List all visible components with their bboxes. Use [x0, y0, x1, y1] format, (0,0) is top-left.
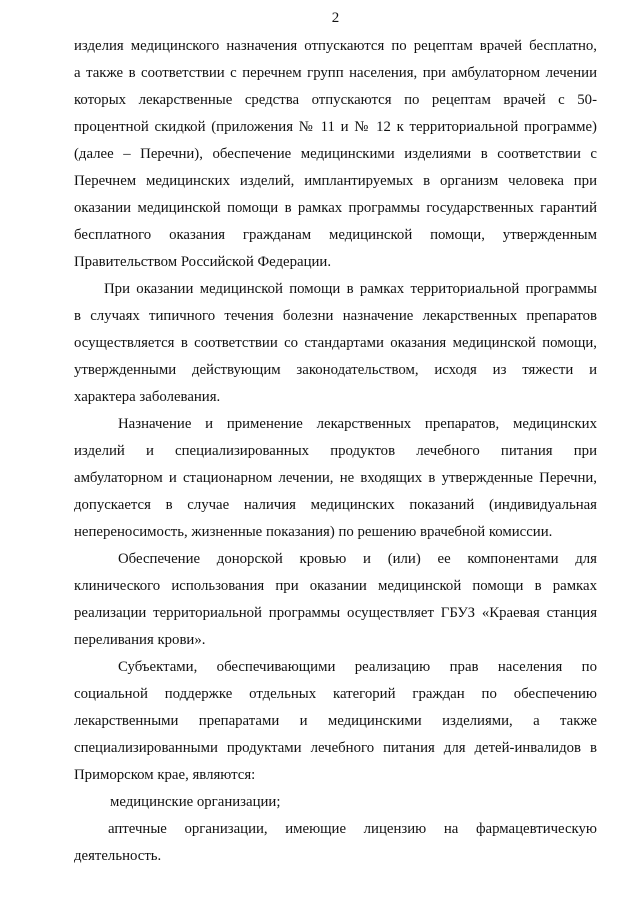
text-line: Перечнем медицинских изделий, имплантируемых в организм человека при	[74, 173, 597, 189]
text-line: амбулаторном и стационарном лечении, не входящих в утвержденные Перечни,	[74, 470, 597, 486]
page-number: 2	[331, 10, 340, 26]
text-line: которых лекарственные средства отпускаются по рецептам врачей с 50-	[74, 92, 597, 108]
list-item-medical-organizations	[74, 789, 597, 816]
text-line: специализированными продуктами лечебного питания для детей-инвалидов в	[74, 740, 597, 756]
text-line: а также в соответствии с перечнем групп населения, при амбулаторном лечении	[74, 65, 597, 81]
paragraph-blood-supply	[74, 546, 597, 654]
text-line: клинического использования при оказании медицинской помощи в рамках	[74, 578, 597, 594]
text-line: Правительством Российской Федерации.	[74, 254, 332, 270]
text-line: При оказании медицинской помощи в рамках территориальной программы	[104, 281, 597, 297]
text-line: изделия медицинского назначения отпускаются по рецептам врачей бесплатно,	[74, 38, 597, 54]
text-line: непереносимость, жизненные показания) по решению врачебной комиссии.	[74, 524, 553, 540]
text-line: Назначение и применение лекарственных препаратов, медицинских	[118, 416, 597, 432]
text-line: социальной поддержке отдельных категорий граждан по обеспечению	[74, 686, 597, 702]
text-line: бесплатного оказания гражданам медицинской помощи, утвержденным	[74, 227, 597, 243]
paragraph-prescription	[74, 411, 597, 546]
paragraph-continuation	[74, 33, 597, 276]
text-line: Обеспечение донорской кровью и (или) ее компонентами для	[118, 551, 597, 567]
text-line: оказании медицинской помощи в рамках программы государственных гарантий	[74, 200, 597, 216]
paragraph-standards	[74, 276, 597, 411]
text-line: реализации территориальной программы осуществляет ГБУЗ «Краевая станция	[74, 605, 597, 621]
text-line: медицинские организации;	[110, 794, 281, 810]
text-line: лекарственными препаратами и медицинскими изделиями, а также	[74, 713, 597, 729]
document-body	[74, 33, 597, 870]
text-line: характера заболевания.	[74, 389, 221, 405]
text-line: процентной скидкой (приложения № 11 и № 12 к территориальной программе)	[74, 119, 597, 135]
text-line: (далее – Перечни), обеспечение медицинскими изделиями в соответствии с	[74, 146, 597, 162]
text-line: в случаях типичного течения болезни назначение лекарственных препаратов	[74, 308, 597, 324]
text-line: осуществляется в соответствии со стандартами оказания медицинской помощи,	[74, 335, 597, 351]
text-line: переливания крови».	[74, 632, 206, 648]
text-line: Субъектами, обеспечивающими реализацию прав населения по	[118, 659, 597, 675]
text-line: утвержденными действующим законодательством, исходя из тяжести и	[74, 362, 597, 378]
list-item-pharmacy-organizations	[74, 816, 597, 870]
text-line: деятельность.	[74, 848, 162, 864]
text-line: Приморском крае, являются:	[74, 767, 256, 783]
text-line: изделий и специализированных продуктов лечебного питания при	[74, 443, 597, 459]
text-line: допускается в случае наличия медицинских показаний (индивидуальная	[74, 497, 597, 513]
paragraph-subjects	[74, 654, 597, 789]
text-line: аптечные организации, имеющие лицензию на фармацевтическую	[108, 821, 597, 837]
